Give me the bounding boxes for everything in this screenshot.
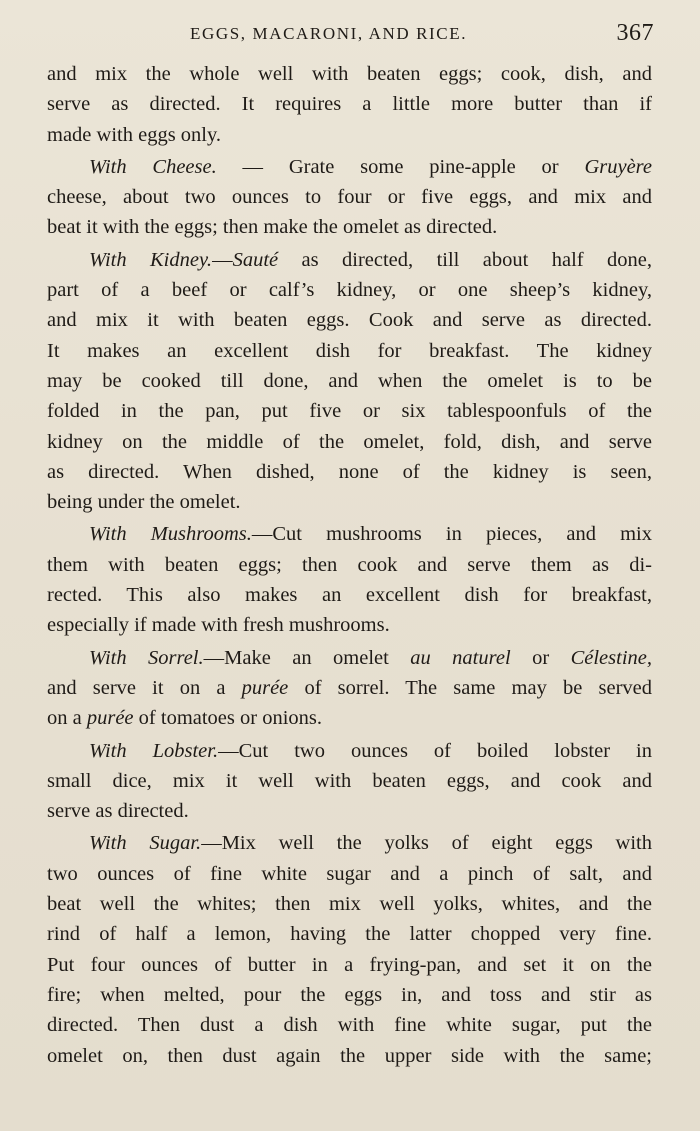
text-run: and mix it with beaten eggs. Cook and serve as directed. [47, 309, 652, 332]
text-run: Put four ounces of butter in a frying-pan, and set it on the [47, 953, 652, 976]
paragraph-first-line [47, 519, 652, 549]
text-line [47, 796, 652, 826]
text-run: — [212, 248, 233, 271]
text-line [47, 212, 652, 242]
paragraph-first-line [47, 643, 652, 673]
text-run: folded in the pan, put five or six tablespoonfuls of the [47, 400, 652, 423]
text-line [47, 550, 652, 580]
text-run: kidney on the middle of the omelet, fold, dish, and serve [47, 430, 652, 453]
paragraph-first-line [47, 828, 652, 858]
text-run: and serve it on a [47, 676, 242, 699]
text-run: especially if made with fresh mushrooms. [47, 614, 390, 637]
italic-text: With Sorrel. [89, 646, 204, 669]
paragraph-first-line [47, 736, 652, 766]
text-run: part of a beef or calf’s kidney, or one sheep’s kidney, [47, 279, 652, 302]
text-line [47, 427, 652, 457]
text-run: made with eggs only. [47, 123, 222, 146]
text-run: fire; when melted, pour the eggs in, and toss and stir as [47, 983, 652, 1006]
text-run: —Make an omelet [203, 646, 411, 669]
text-line [47, 59, 652, 89]
italic-text: purée [241, 676, 289, 699]
italic-text: Gruyère [584, 155, 652, 178]
text-run: rind of half a lemon, having the latter chopped very fine. [47, 923, 652, 946]
text-line [47, 980, 652, 1010]
text-run: — Grate some pine-apple or [216, 155, 585, 178]
text-run: them with beaten eggs; then cook and serve them as di- [47, 553, 652, 576]
italic-text: au naturel [410, 646, 511, 669]
text-line [47, 610, 652, 640]
text-line [47, 673, 652, 703]
text-run: serve as directed. It requires a little more butter than if [47, 93, 652, 116]
text-run: small dice, mix it well with beaten eggs, and cook and [47, 769, 652, 792]
italic-text: With Sugar. [89, 832, 202, 855]
text-line [47, 457, 652, 487]
text-line [47, 487, 652, 517]
italic-text: With Mushrooms. [89, 523, 252, 546]
italic-text: Sauté [232, 248, 279, 271]
text-line [47, 889, 652, 919]
text-run: —Cut mushrooms in pieces, and mix [251, 523, 652, 546]
text-line [47, 336, 652, 366]
text-run: being under the omelet. [47, 491, 241, 514]
page-number: 367 [616, 20, 654, 46]
body-text [47, 59, 652, 1071]
text-run: —Cut two ounces of boiled lobster in [218, 739, 653, 762]
text-run: of sorrel. The same may be served [288, 676, 652, 699]
italic-text: With Lobster. [89, 739, 219, 762]
text-run: may be cooked till done, and when the omelet is to be [47, 369, 652, 392]
text-line [47, 919, 652, 949]
text-run: two ounces of fine white sugar and a pinch of salt, and [47, 862, 652, 885]
text-line [47, 1010, 652, 1040]
text-run: It makes an excellent dish for breakfast. The kidney [47, 339, 652, 362]
italic-text: With Kidney. [89, 248, 213, 271]
italic-text: Célestine, [570, 646, 653, 669]
text-line [47, 182, 652, 212]
text-run: beat well the whites; then mix well yolks, whites, and the [47, 893, 652, 916]
text-run: beat it with the eggs; then make the omelet as directed. [47, 216, 498, 239]
paragraph-first-line [47, 245, 652, 275]
text-line [47, 703, 652, 733]
text-line [47, 275, 652, 305]
running-title: EGGS, MACARONI, AND RICE. [190, 24, 468, 43]
text-run: cheese, about two ounces to four or five eggs, and mix and [47, 186, 652, 209]
text-line [47, 366, 652, 396]
italic-text: With Cheese. [89, 155, 217, 178]
text-line [47, 396, 652, 426]
text-run: omelet on, then dust again the upper side with the same; [47, 1044, 652, 1067]
text-line [47, 766, 652, 796]
running-head [0, 20, 700, 50]
text-line [47, 89, 652, 119]
text-line [47, 950, 652, 980]
text-run: as directed, till about half done, [278, 248, 652, 271]
text-run: of tomatoes or onions. [133, 707, 323, 730]
text-run: serve as directed. [47, 800, 189, 823]
text-line [47, 120, 652, 150]
text-run: on a [47, 707, 87, 730]
text-line [47, 1041, 652, 1071]
text-line [47, 580, 652, 610]
text-line [47, 859, 652, 889]
text-run: rected. This also makes an excellent dish for breakfast, [47, 584, 652, 607]
italic-text: purée [86, 707, 134, 730]
text-run: or [510, 646, 571, 669]
paragraph-first-line [47, 152, 652, 182]
text-run: —Mix well the yolks of eight eggs with [201, 832, 653, 855]
text-run: directed. Then dust a dish with fine white sugar, put the [47, 1014, 652, 1037]
text-run: and mix the whole well with beaten eggs; cook, dish, and [47, 63, 652, 85]
text-line [47, 305, 652, 335]
text-run: as directed. When dished, none of the kidney is seen, [47, 460, 652, 483]
